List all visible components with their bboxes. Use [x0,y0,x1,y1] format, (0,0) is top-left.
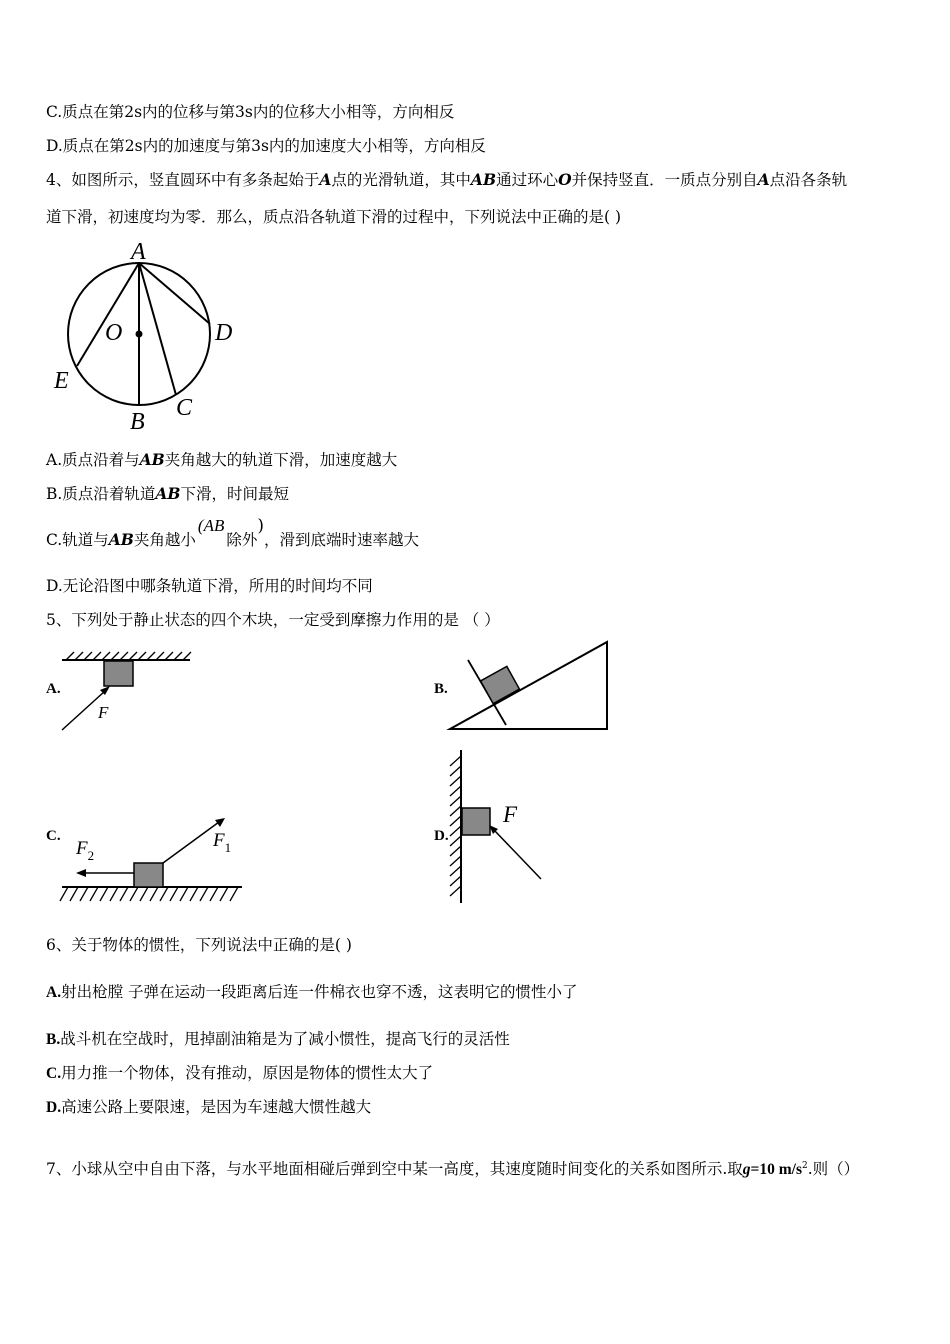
q4-var-o: O [558,170,572,189]
block [462,808,490,835]
q4-option-c [46,516,420,550]
track-ae [77,263,139,366]
q3-option-d: D.质点在第2s内的加速度与第3s内的加速度大小相等，方向相反 [46,137,486,155]
q4-stem-line1 [46,170,847,190]
force-label: F [98,703,109,722]
q4-option-d: D.无论沿图中哪条轨道下滑，所用的时间均不同 [46,577,373,595]
paren-open: ( [197,516,204,535]
incline [450,642,607,729]
q4-option-a-text: 夹角越大的轨道下滑，加速度越大 [164,451,398,469]
option-text: 高速公路上要限速，是因为车速越大惯性越大 [61,1098,372,1116]
q4-var-a: A [757,170,770,189]
option-text: 射出枪膛 子弹在运动一段距离后连一件棉衣也穿不透，这表明它的惯性小了 [61,983,578,1001]
q4-var-ab: AB [139,450,165,469]
option-label: D. [46,1099,62,1116]
q4-option-c-paren [196,516,226,535]
label-d: D [215,320,233,346]
force-arrow [494,830,541,879]
q5-label-c: C. [46,828,61,844]
q4-stem-text: 点的光滑轨道，其中 [331,171,471,189]
q4-stem-text: 4、如图所示，竖直圆环中有多条起始于 [46,171,320,189]
q5-figure-b [446,638,616,738]
force-f1-arrow [163,822,219,863]
q5-figure-a [58,648,198,738]
q6-option-c [46,1063,433,1084]
q5-label-d: D. [434,828,449,844]
q6-option-d [46,1097,371,1118]
force-label: F [503,802,518,827]
q4-option-b [46,484,289,504]
paren-ab: AB [203,516,225,535]
q4-var-ab: AB [155,484,181,503]
q4-circle-figure [48,238,248,438]
paren-close: ) [257,516,264,536]
q4-option-c-text: C.轨道与 [46,531,109,549]
block [481,666,520,703]
q5-label-b: B. [434,681,448,697]
option-label: C. [46,1065,62,1082]
q7-var-g: g [742,1161,751,1179]
force-f2-label: $F_2$ [76,838,95,863]
q4-var-a: A [319,170,332,189]
force-f1-label: $F_1$ [213,830,232,855]
track-ac [139,263,176,395]
q4-stem-text: 点沿各条轨 [769,171,848,189]
option-text: 战斗机在空战时，甩掉副油箱是为了减小惯性，提高飞行的灵活性 [60,1030,510,1048]
q4-var-ab: AB [108,530,134,549]
q6-stem: 6、关于物体的惯性，下列说法中正确的是( ) [46,936,352,954]
label-o: O [105,320,123,346]
q4-option-c-text: ，滑到底端时速率越大 [264,531,420,549]
block [134,863,163,887]
q6-option-a [46,982,578,1003]
q6-option-b [46,1029,510,1050]
option-label: A. [46,984,62,1001]
q7-stem-text: .则（） [807,1160,860,1179]
option-label: B. [46,1031,61,1048]
q7-exponent: 2 [802,1161,808,1171]
label-c: C [176,395,193,421]
q4-option-a-text: A.质点沿着与 [46,451,140,469]
label-b: B [130,409,145,435]
option-text: 用力推一个物体，没有推动，原因是物体的惯性太大了 [61,1064,434,1082]
block [104,661,133,686]
label-a: A [131,239,146,265]
q5-stem: 5、下列处于静止状态的四个木块，一定受到摩擦力作用的是 （ ） [46,611,500,629]
q7-value: =10 m/s [750,1161,803,1179]
q4-var-ab: AB [470,170,497,189]
q4-option-c-text: 夹角越小 [133,531,196,549]
q7-stem [46,1156,859,1180]
q3-option-c: C.质点在第2s内的位移与第3s内的位移大小相等，方向相反 [46,103,455,121]
q4-stem-text: 并保持竖直．一质点分别自 [571,171,758,189]
q4-option-c-text: 除外 [226,531,258,549]
q4-stem-text: 通过环心 [496,171,559,189]
q5-label-a: A. [46,681,61,697]
q4-option-a [46,450,397,470]
q4-stem-line2: 道下滑，初速度均为零．那么，质点沿各轨道下滑的过程中，下列说法中正确的是( ) [46,208,622,226]
q7-stem-text: 7、小球从空中自由下落，与水平地面相碰后弹到空中某一高度，其速度随时间变化的关系如图所示.取 [46,1160,743,1179]
q4-option-b-text: 下滑，时间最短 [180,485,289,503]
q5-figure-c [58,808,258,908]
q5-figure-d [446,746,556,906]
q4-option-b-text: B.质点沿着轨道 [46,485,156,503]
center-dot [136,331,143,338]
label-e: E [54,368,69,394]
